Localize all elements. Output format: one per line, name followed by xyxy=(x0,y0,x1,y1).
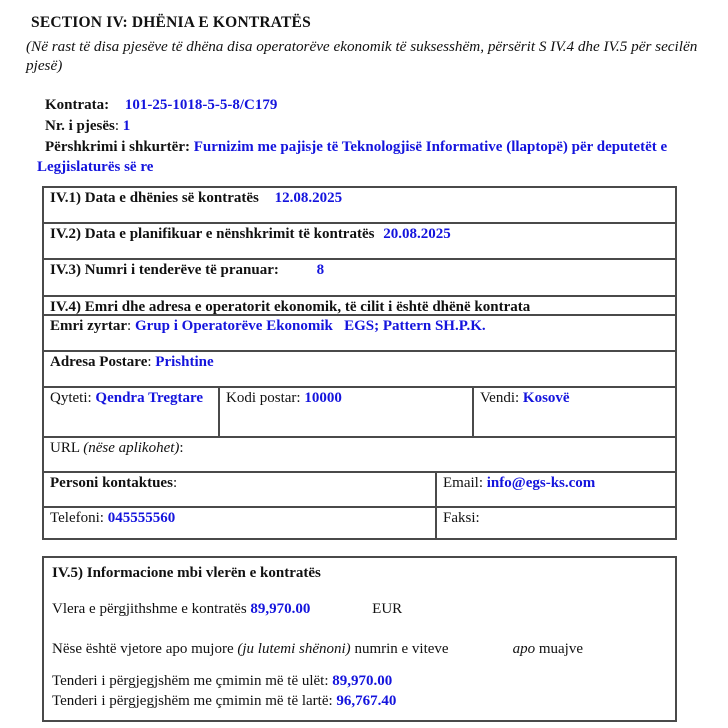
postcode-label: Kodi postar: xyxy=(226,390,305,406)
contract-summary xyxy=(37,95,697,178)
phone-label: Telefoni: xyxy=(50,510,108,526)
page-title: SECTION IV: DHËNIA E KONTRATËS xyxy=(31,14,311,31)
email-label: Email: xyxy=(443,475,487,491)
postcode-cell xyxy=(218,388,472,436)
annual-monthly-text1: Nëse është vjetore apo mujore xyxy=(52,641,238,657)
url-italic-note: (nëse aplikohet) xyxy=(83,440,180,456)
postal-address-colon: : xyxy=(147,354,156,370)
email-cell xyxy=(435,473,675,506)
row-contact-email xyxy=(44,471,675,506)
contact-person-colon: : xyxy=(172,475,178,491)
total-value-line xyxy=(52,599,667,619)
contract-number-value: 101-25-1018-5-5-8/C179 xyxy=(124,97,278,113)
iv3-value: 8 xyxy=(316,262,325,278)
row-city-postcode-country xyxy=(44,386,675,436)
iv2-value: 20.08.2025 xyxy=(383,226,451,242)
lot-number-label: Nr. i pjesës xyxy=(45,117,115,134)
contract-number-line xyxy=(37,95,697,116)
row-official-name xyxy=(44,314,675,350)
contact-person-cell xyxy=(44,473,435,506)
postal-address-label: Adresa Postare xyxy=(50,354,148,370)
contract-award-table xyxy=(42,186,677,540)
row-iv3 xyxy=(44,258,675,295)
highest-tender-label: Tenderi i përgjegjshëm me çmimin më të lartë: xyxy=(52,693,337,709)
city-cell xyxy=(44,388,218,436)
fax-label: Faksi: xyxy=(443,510,480,526)
iv2-label: IV.2) Data e planifikuar e nënshkrimit të kontratës xyxy=(50,226,375,242)
annual-monthly-apo: apo xyxy=(512,641,536,657)
highest-tender-value: 96,767.40 xyxy=(336,693,397,709)
contract-value-box xyxy=(42,556,677,722)
total-value-label: Vlera e përgjithshme e kontratës xyxy=(52,601,247,617)
lot-number-line xyxy=(37,116,697,137)
short-description-value: Furnizim me pajisje të Teknologjisë Informative (llaptopë) për deputetët e Legjislaturës së re xyxy=(37,138,671,176)
postal-address-value: Prishtine xyxy=(155,354,214,370)
iv4-header-label: IV.4) Emri dhe adresa e operatorit ekonomik, të cilit i është dhënë kontrata xyxy=(50,299,531,314)
lowest-tender-line xyxy=(52,671,667,691)
iv5-header-label: IV.5) Informacione mbi vlerën e kontratës xyxy=(52,565,321,581)
official-name-colon: : xyxy=(127,318,135,334)
fax-cell xyxy=(435,508,675,538)
row-url xyxy=(44,436,675,471)
annual-monthly-line xyxy=(52,639,667,659)
phone-cell xyxy=(44,508,435,538)
iv1-value: 12.08.2025 xyxy=(274,190,343,206)
city-value: Qendra Tregtare xyxy=(95,390,204,406)
iv1-label: IV.1) Data e dhënies së kontratës xyxy=(50,190,259,206)
country-cell xyxy=(472,388,675,436)
short-description-line xyxy=(37,137,697,179)
country-label: Vendi: xyxy=(480,390,523,406)
lowest-tender-value: 89,970.00 xyxy=(332,673,393,689)
annual-monthly-text3: muajve xyxy=(535,641,583,657)
row-iv2 xyxy=(44,222,675,258)
row-postal-address xyxy=(44,350,675,386)
row-phone-fax xyxy=(44,506,675,538)
url-colon: : xyxy=(179,440,184,456)
annual-monthly-text2: numrin e viteve xyxy=(350,641,449,657)
short-description-label: Përshkrimi i shkurtër: xyxy=(45,138,194,155)
postcode-value: 10000 xyxy=(304,390,342,406)
annual-monthly-italic: (ju lutemi shënoni) xyxy=(237,641,351,657)
email-value: info@egs-ks.com xyxy=(486,475,596,491)
url-label: URL xyxy=(50,440,84,456)
row-iv1 xyxy=(44,188,675,222)
country-value: Kosovë xyxy=(522,390,570,406)
row-iv4-header xyxy=(44,295,675,314)
city-label: Qyteti: xyxy=(50,390,96,406)
lot-number-colon: : xyxy=(114,117,123,134)
contact-person-label: Personi kontaktues xyxy=(50,475,173,491)
iv5-header xyxy=(52,563,667,583)
official-name-label: Emri zyrtar xyxy=(50,318,128,334)
lowest-tender-label: Tenderi i përgjegjshëm me çmimin më të ulët: xyxy=(52,673,333,689)
contract-number-label: Kontrata: xyxy=(45,97,110,113)
total-value-amount: 89,970.00 xyxy=(250,601,311,617)
currency-label: EUR xyxy=(372,601,403,617)
phone-value: 045555560 xyxy=(107,510,176,526)
iv3-label: IV.3) Numri i tenderëve të pranuar: xyxy=(50,262,279,278)
lot-number-value: 1 xyxy=(122,117,131,134)
highest-tender-line xyxy=(52,691,667,711)
page-subtitle: (Në rast të disa pjesëve të dhëna disa operatorëve ekonomik të suksesshëm, përsërit S IV.4 dhe IV.5 për secilën pjesë) xyxy=(26,38,698,74)
official-name-value: Grup i Operatorëve Ekonomik EGS; Pattern SH.P.K. xyxy=(134,318,486,334)
